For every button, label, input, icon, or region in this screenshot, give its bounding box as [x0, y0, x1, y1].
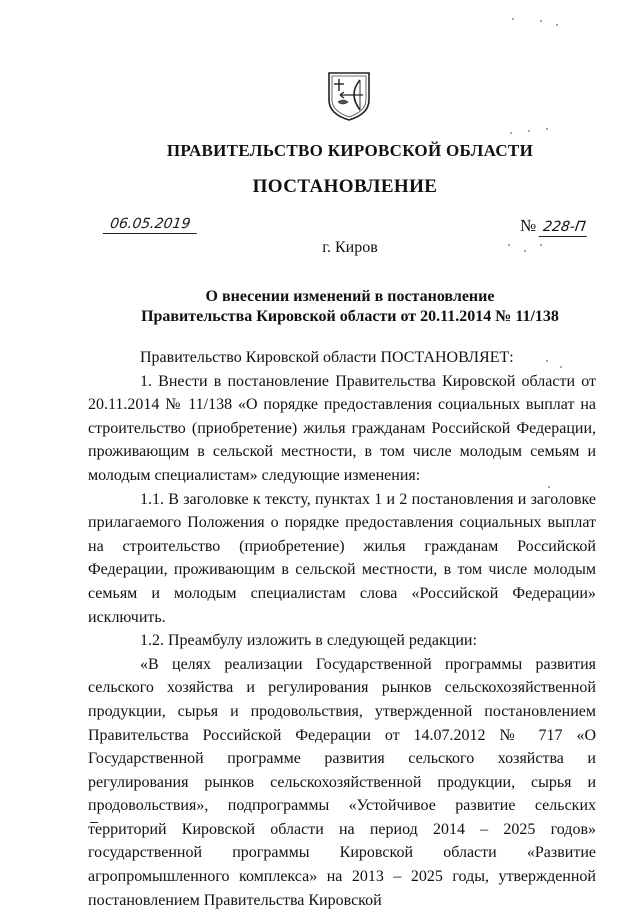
scan-speck	[528, 130, 530, 132]
number-value: 228-П	[539, 219, 590, 237]
subject-line-2: Правительства Кировской области от 20.11.2014 № 11/138	[141, 308, 559, 325]
document-subject	[0, 287, 640, 327]
scan-speck	[524, 250, 526, 252]
city: г. Киров	[322, 239, 378, 256]
document-number	[520, 216, 589, 237]
paragraph-resolves: Правительство Кировской области ПОСТАНОВЛЯЕТ:	[140, 349, 514, 366]
document-date: 06.05.2019	[103, 216, 200, 234]
number-sign: №	[520, 216, 537, 235]
scan-speck	[548, 486, 550, 488]
scan-speck	[546, 360, 548, 362]
scan-speck	[540, 20, 542, 22]
government-name: ПРАВИТЕЛЬСТВО КИРОВСКОЙ ОБЛАСТИ	[166, 141, 534, 160]
scan-speck	[560, 366, 562, 368]
margin-dash	[90, 822, 98, 823]
scan-speck	[508, 244, 510, 246]
scan-speck	[546, 128, 548, 130]
subject-line-1: О внесении изменений в постановление	[205, 288, 495, 305]
document-type: ПОСТАНОВЛЕНИЕ	[252, 176, 438, 197]
scan-speck	[540, 244, 542, 246]
scan-speck	[510, 132, 512, 134]
scan-speck	[556, 24, 558, 26]
paragraph-preamble: «В целях реализации Государственной программы развития сельского хозяйства и регулирования рынков сельскохозяйственной продукции, сырья и продовольствия, утвержденной постановлением Правительства Российской Федерации от 14.07.2012 № 717 «О Государственной программе развития сельского хозяйства и регулирования рынков сельскохозяйственной продукции, сырья и продовольствия», подпрограммы «Устойчивое развитие сельских территорий Кировской области на период 2014 – 2025 годов» государственной программы Кировской области «Развитие агропромышленного комплекса» на 2013 – 2025 годы, утвержденной постановлением Правительства Кировской	[88, 655, 596, 909]
paragraph-item-1-2: 1.2. Преамбулу изложить в следующей редакции:	[140, 632, 477, 650]
paragraph-item-1-1: 1.1. В заголовке к тексту, пунктах 1 и 2 постановления и заголовке прилагаемого Положения о порядке предоставления социальных выплат на строительство (приобретение) жилья гражданам Российской Федерации, проживающим в сельской местности, в том числе молодым семьям и молодым специалистам слова «Российской Федерации» исключить.	[88, 490, 596, 626]
document-body	[88, 346, 596, 912]
paragraph-item-1: 1. Внести в постановление Правительства Кировской области от 20.11.2014 № 11/138 «О порядке предоставления социальных выплат на строительство (приобретение) жилья гражданам Российской Федерации, проживающим в сельской местности, в том числе молодым семьям и молодым специалистам» следующие изменения:	[88, 372, 596, 484]
scan-speck	[512, 18, 514, 20]
kirov-coat-of-arms-icon	[326, 70, 372, 122]
